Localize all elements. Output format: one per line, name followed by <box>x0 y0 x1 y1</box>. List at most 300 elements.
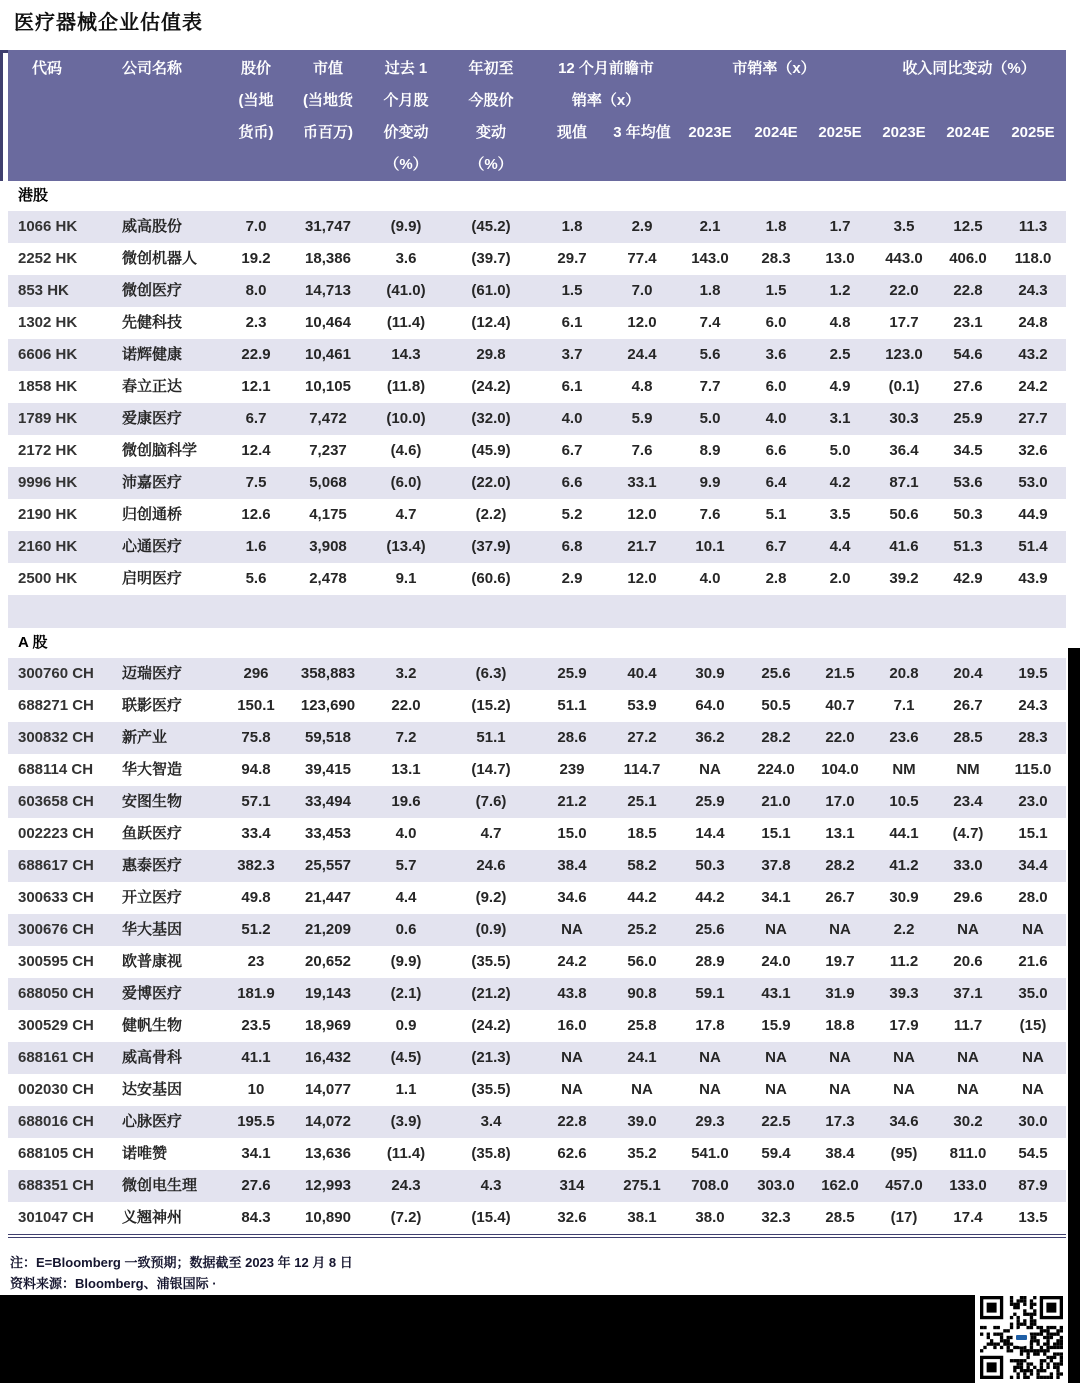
col-header-1m-4: （%） <box>384 156 428 173</box>
rev-2023e-cell: 11.2 <box>889 953 919 970</box>
table-row <box>8 882 1066 914</box>
ps-2024e-cell: 15.1 <box>761 825 791 842</box>
rev-2023e-cell: 17.7 <box>889 314 919 331</box>
ps-2025e-cell: 1.7 <box>829 218 851 235</box>
rev-2025e-cell: 44.9 <box>1018 506 1048 523</box>
fwd-ps-current-cell: 32.6 <box>557 1209 587 1226</box>
mcap-cell: 10,890 <box>305 1209 351 1226</box>
ps-2023e-cell: 44.2 <box>695 889 725 906</box>
ps-2024e-cell: 24.0 <box>761 953 791 970</box>
price-cell: 22.9 <box>241 346 271 363</box>
fwd-ps-3yavg-cell: 25.1 <box>627 793 657 810</box>
rev-2023e-cell: 36.4 <box>889 442 919 459</box>
fwd-ps-3yavg-cell: 12.0 <box>627 506 657 523</box>
rev-2024e-cell: 20.6 <box>953 953 983 970</box>
chg-1m-cell: (7.2) <box>390 1209 422 1226</box>
col-header-mcap-3: 币百万) <box>303 124 353 141</box>
col-header-price-3: 货币) <box>238 124 274 141</box>
ytd-cell: 51.1 <box>476 729 506 746</box>
chg-1m-cell: (13.4) <box>386 538 426 555</box>
mcap-cell: 123,690 <box>300 697 356 714</box>
col-header-ps-2025e: 2025E <box>818 124 862 141</box>
stock-code: 688271 CH <box>18 697 94 714</box>
chg-1m-cell: (11.4) <box>386 1145 426 1162</box>
section-label-text: A 股 <box>18 634 48 651</box>
mcap-cell: 59,518 <box>305 729 351 746</box>
ytd-cell: 29.8 <box>476 346 506 363</box>
price-cell: 94.8 <box>241 761 271 778</box>
ytd-cell: (22.0) <box>471 474 511 491</box>
ytd-cell: (60.6) <box>471 570 511 587</box>
rev-2023e-cell: NA <box>893 1049 915 1066</box>
company-name: 心通医疗 <box>122 539 183 555</box>
company-name: 新产业 <box>122 730 168 746</box>
rev-2024e-cell: 50.3 <box>953 506 983 523</box>
mcap-cell: 33,453 <box>305 825 351 842</box>
company-name: 义翘神州 <box>122 1210 183 1226</box>
stock-code: 853 HK <box>18 282 69 299</box>
table-row <box>8 435 1066 467</box>
rev-2024e-cell: 28.5 <box>953 729 983 746</box>
rev-2025e-cell: NA <box>1022 1049 1044 1066</box>
ps-2023e-cell: 7.4 <box>699 314 721 331</box>
fwd-ps-3yavg-cell: 21.7 <box>627 538 657 555</box>
mcap-cell: 31,747 <box>305 218 351 235</box>
fwd-ps-current-cell: 314 <box>559 1177 585 1194</box>
ps-2024e-cell: 28.2 <box>761 729 791 746</box>
ps-2023e-cell: 9.9 <box>699 474 721 491</box>
ytd-cell: 4.3 <box>480 1177 502 1194</box>
ps-2023e-cell: 4.0 <box>699 570 721 587</box>
fwd-ps-current-cell: 16.0 <box>557 1017 587 1034</box>
fwd-ps-current-cell: 4.0 <box>561 410 583 427</box>
ps-2025e-cell: 21.5 <box>825 665 855 682</box>
ytd-cell: (61.0) <box>471 282 511 299</box>
fwd-ps-current-cell: NA <box>561 921 583 938</box>
chg-1m-cell: 5.7 <box>395 857 417 874</box>
ytd-cell: (45.2) <box>471 218 511 235</box>
fwd-ps-3yavg-cell: NA <box>631 1081 653 1098</box>
chg-1m-cell: (11.4) <box>386 314 426 331</box>
chg-1m-cell: 7.2 <box>395 729 417 746</box>
chg-1m-cell: 9.1 <box>395 570 417 587</box>
chg-1m-cell: 1.1 <box>395 1081 417 1098</box>
table-row <box>8 339 1066 371</box>
ps-2024e-cell: 5.1 <box>765 506 787 523</box>
col-header-mcap-2: (当地货 <box>303 92 353 109</box>
fwd-ps-3yavg-cell: 35.2 <box>627 1145 657 1162</box>
rev-2025e-cell: 118.0 <box>1014 250 1052 267</box>
mcap-cell: 18,969 <box>305 1017 351 1034</box>
group-header-revenue: 收入同比变动（%） <box>902 60 1036 77</box>
company-name: 诺唯赞 <box>122 1146 168 1162</box>
ps-2025e-cell: 18.8 <box>825 1017 855 1034</box>
ps-2024e-cell: 2.8 <box>765 570 787 587</box>
stock-code: 688105 CH <box>18 1145 94 1162</box>
rev-2024e-cell: 23.4 <box>953 793 983 810</box>
fwd-ps-3yavg-cell: 58.2 <box>627 857 657 874</box>
price-cell: 382.3 <box>237 857 275 874</box>
col-header-price-1: 股价 <box>240 60 271 77</box>
rev-2024e-cell: 406.0 <box>949 250 987 267</box>
fwd-ps-current-cell: 6.1 <box>561 378 583 395</box>
fwd-ps-current-cell: 21.2 <box>557 793 587 810</box>
price-cell: 12.4 <box>241 442 271 459</box>
stock-code: 688114 CH <box>18 761 94 778</box>
rev-2025e-cell: 115.0 <box>1014 761 1052 778</box>
company-name: 联影医疗 <box>122 698 183 714</box>
group-header-fwd-ps-2: 销率（x） <box>571 92 641 109</box>
company-name: 沛嘉医疗 <box>122 475 183 491</box>
stock-code: 688617 CH <box>18 857 94 874</box>
fwd-ps-current-cell: 29.7 <box>557 250 587 267</box>
ps-2024e-cell: 28.3 <box>761 250 791 267</box>
fwd-ps-3yavg-cell: 7.0 <box>631 282 653 299</box>
ps-2024e-cell: 1.8 <box>765 218 787 235</box>
section-label <box>8 628 1066 658</box>
ytd-cell: (35.8) <box>471 1145 511 1162</box>
price-cell: 33.4 <box>241 825 271 842</box>
ps-2025e-cell: 3.1 <box>829 410 851 427</box>
table-row <box>8 850 1066 882</box>
ytd-cell: (32.0) <box>471 410 511 427</box>
rev-2023e-cell: (0.1) <box>888 378 920 395</box>
company-name: 微创医疗 <box>122 283 183 299</box>
ytd-cell: (24.2) <box>471 1017 511 1034</box>
chg-1m-cell: 13.1 <box>391 761 421 778</box>
stock-code: 688016 CH <box>18 1113 94 1130</box>
price-cell: 181.9 <box>237 985 275 1002</box>
section-label-text: 港股 <box>18 187 49 204</box>
rev-2024e-cell: 51.3 <box>953 538 983 555</box>
mcap-cell: 14,077 <box>305 1081 351 1098</box>
table-row <box>8 371 1066 403</box>
col-header-ytd-1: 年初至 <box>468 60 514 77</box>
rev-2024e-cell: 23.1 <box>953 314 983 331</box>
ps-2024e-cell: 6.0 <box>765 378 787 395</box>
price-cell: 51.2 <box>241 921 271 938</box>
rev-2023e-cell: NM <box>892 761 916 778</box>
table-row <box>8 1074 1066 1106</box>
ps-2024e-cell: NA <box>765 1081 787 1098</box>
rev-2024e-cell: 20.4 <box>953 665 983 682</box>
fwd-ps-3yavg-cell: 24.4 <box>627 346 657 363</box>
rev-2025e-cell: 34.4 <box>1018 857 1048 874</box>
ps-2023e-cell: 25.6 <box>695 921 725 938</box>
ps-2025e-cell: 1.2 <box>829 282 851 299</box>
ps-2024e-cell: 6.0 <box>765 314 787 331</box>
col-header-price-2: (当地 <box>238 92 274 109</box>
rev-2024e-cell: NM <box>956 761 980 778</box>
stock-code: 603658 CH <box>18 793 94 810</box>
stock-code: 1789 HK <box>18 410 78 427</box>
rev-2025e-cell: (15) <box>1019 1017 1047 1034</box>
rev-2023e-cell: 39.3 <box>889 985 919 1002</box>
table-row <box>8 563 1066 595</box>
rev-2024e-cell: NA <box>957 1081 979 1098</box>
ps-2023e-cell: 5.6 <box>699 346 721 363</box>
ps-2024e-cell: 34.1 <box>761 889 791 906</box>
table-row <box>8 946 1066 978</box>
ytd-cell: (21.2) <box>471 985 511 1002</box>
ps-2024e-cell: 1.5 <box>765 282 787 299</box>
price-cell: 41.1 <box>241 1049 271 1066</box>
mcap-cell: 12,993 <box>305 1177 351 1194</box>
ps-2025e-cell: 4.9 <box>829 378 851 395</box>
stock-code: 300595 CH <box>18 953 94 970</box>
rev-2025e-cell: 51.4 <box>1018 538 1048 555</box>
mcap-cell: 3,908 <box>309 538 347 555</box>
mcap-cell: 14,713 <box>305 282 351 299</box>
rev-2023e-cell: 39.2 <box>889 570 919 587</box>
ytd-cell: (14.7) <box>471 761 511 778</box>
chg-1m-cell: (6.0) <box>390 474 422 491</box>
mcap-cell: 16,432 <box>305 1049 351 1066</box>
mcap-cell: 13,636 <box>305 1145 351 1162</box>
fwd-ps-current-cell: 34.6 <box>557 889 587 906</box>
stock-code: 1302 HK <box>18 314 78 331</box>
col-header-rev-2023e: 2023E <box>882 124 926 141</box>
ps-2025e-cell: 2.5 <box>829 346 851 363</box>
fwd-ps-3yavg-cell: 12.0 <box>627 314 657 331</box>
company-name: 启明医疗 <box>122 571 183 587</box>
price-cell: 195.5 <box>237 1113 275 1130</box>
rev-2023e-cell: 41.6 <box>889 538 919 555</box>
fwd-ps-current-cell: 6.8 <box>561 538 583 555</box>
rev-2023e-cell: (17) <box>890 1209 918 1226</box>
price-cell: 1.6 <box>245 538 267 555</box>
company-name: 达安基因 <box>122 1082 183 1098</box>
stock-code: 002030 CH <box>18 1081 94 1098</box>
ps-2024e-cell: 6.7 <box>765 538 787 555</box>
rev-2023e-cell: 41.2 <box>889 857 919 874</box>
rev-2023e-cell: 3.5 <box>893 218 915 235</box>
fwd-ps-current-cell: 24.2 <box>557 953 587 970</box>
fwd-ps-3yavg-cell: 4.8 <box>631 378 653 395</box>
rev-2023e-cell: 7.1 <box>893 697 915 714</box>
col-header-ps-2023e: 2023E <box>688 124 732 141</box>
company-name: 威高股份 <box>122 219 183 235</box>
ps-2025e-cell: 17.3 <box>825 1113 855 1130</box>
mcap-cell: 7,237 <box>309 442 347 459</box>
rev-2025e-cell: 32.6 <box>1018 442 1048 459</box>
ps-2023e-cell: 50.3 <box>695 857 725 874</box>
rev-2025e-cell: 24.3 <box>1018 282 1048 299</box>
ytd-cell: (2.2) <box>475 506 507 523</box>
ps-2025e-cell: 22.0 <box>825 729 855 746</box>
stock-code: 688050 CH <box>18 985 94 1002</box>
mcap-cell: 33,494 <box>305 793 351 810</box>
rev-2025e-cell: 53.0 <box>1018 474 1048 491</box>
fwd-ps-current-cell: 6.7 <box>561 442 583 459</box>
fwd-ps-3yavg-cell: 25.2 <box>627 921 657 938</box>
fwd-ps-current-cell: 1.8 <box>561 218 583 235</box>
rev-2023e-cell: 443.0 <box>885 250 923 267</box>
rev-2023e-cell: 30.3 <box>889 410 919 427</box>
stock-code: 1858 HK <box>18 378 78 395</box>
fwd-ps-3yavg-cell: 40.4 <box>627 665 657 682</box>
ytd-cell: (12.4) <box>471 314 511 331</box>
ytd-cell: (15.2) <box>471 697 511 714</box>
col-header-rev-2025e: 2025E <box>1011 124 1055 141</box>
ps-2023e-cell: NA <box>699 1081 721 1098</box>
stock-code: 6606 HK <box>18 346 78 363</box>
price-cell: 19.2 <box>241 250 271 267</box>
rev-2023e-cell: 10.5 <box>889 793 919 810</box>
fwd-ps-current-cell: 25.9 <box>557 665 587 682</box>
table-row <box>8 786 1066 818</box>
company-name: 开立医疗 <box>122 890 183 906</box>
chg-1m-cell: 22.0 <box>391 697 421 714</box>
company-name: 爱康医疗 <box>122 411 183 427</box>
company-name: 华大智造 <box>122 762 183 778</box>
price-cell: 49.8 <box>241 889 271 906</box>
fwd-ps-current-cell: 28.6 <box>557 729 587 746</box>
rev-2023e-cell: NA <box>893 1081 915 1098</box>
company-name: 微创脑科学 <box>122 443 198 459</box>
col-header-code: 代码 <box>32 60 63 77</box>
rev-2024e-cell: 37.1 <box>953 985 983 1002</box>
rev-2023e-cell: 34.6 <box>889 1113 919 1130</box>
stock-code: 300832 CH <box>18 729 94 746</box>
rev-2024e-cell: 811.0 <box>949 1145 987 1162</box>
rev-2025e-cell: 11.3 <box>1018 218 1048 235</box>
company-name: 欧普康视 <box>122 954 183 970</box>
table-body <box>8 181 1066 1234</box>
rev-2025e-cell: 15.1 <box>1018 825 1048 842</box>
fwd-ps-current-cell: NA <box>561 1081 583 1098</box>
price-cell: 75.8 <box>241 729 271 746</box>
stock-code: 301047 CH <box>18 1209 94 1226</box>
price-cell: 2.3 <box>245 314 267 331</box>
rev-2024e-cell: 25.9 <box>953 410 983 427</box>
fwd-ps-3yavg-cell: 56.0 <box>627 953 657 970</box>
col-header-rev-2024e: 2024E <box>946 124 990 141</box>
table-row <box>8 1170 1066 1202</box>
rev-2023e-cell: 17.9 <box>889 1017 919 1034</box>
fwd-ps-3yavg-cell: 39.0 <box>627 1113 657 1130</box>
table-row <box>8 658 1066 690</box>
rev-2024e-cell: NA <box>957 1049 979 1066</box>
ytd-cell: (37.9) <box>471 538 511 555</box>
table-row <box>8 978 1066 1010</box>
ps-2023e-cell: 7.6 <box>699 506 721 523</box>
fwd-ps-current-cell: 2.9 <box>561 570 583 587</box>
stock-code: 2160 HK <box>18 538 78 555</box>
ps-2025e-cell: 13.1 <box>825 825 855 842</box>
rev-2025e-cell: 19.5 <box>1018 665 1048 682</box>
rev-2025e-cell: 43.2 <box>1018 346 1048 363</box>
rev-2025e-cell: 24.3 <box>1018 697 1048 714</box>
rev-2023e-cell: 2.2 <box>893 921 915 938</box>
ps-2024e-cell: 25.6 <box>761 665 791 682</box>
ps-2023e-cell: 2.1 <box>699 218 721 235</box>
table-row <box>8 1138 1066 1170</box>
price-cell: 34.1 <box>241 1145 271 1162</box>
table-row <box>8 1106 1066 1138</box>
rev-2025e-cell: 24.8 <box>1018 314 1048 331</box>
table-row <box>8 1042 1066 1074</box>
ps-2024e-cell: 15.9 <box>761 1017 791 1034</box>
ps-2023e-cell: 30.9 <box>695 665 725 682</box>
table-row <box>8 690 1066 722</box>
ps-2024e-cell: 6.4 <box>765 474 787 491</box>
fwd-ps-current-cell: 6.1 <box>561 314 583 331</box>
rev-2024e-cell: 133.0 <box>949 1177 987 1194</box>
fwd-ps-current-cell: 239 <box>559 761 585 778</box>
mcap-cell: 10,105 <box>305 378 351 395</box>
section-separator <box>8 595 1066 628</box>
table-row <box>8 403 1066 435</box>
rev-2024e-cell: 11.7 <box>953 1017 983 1034</box>
chg-1m-cell: 3.2 <box>395 665 417 682</box>
price-cell: 5.6 <box>245 570 267 587</box>
price-cell: 84.3 <box>241 1209 271 1226</box>
ps-2024e-cell: NA <box>765 921 787 938</box>
ps-2023e-cell: 14.4 <box>695 825 725 842</box>
price-cell: 12.1 <box>241 378 271 395</box>
rev-2024e-cell: 12.5 <box>953 218 983 235</box>
ps-2025e-cell: 4.4 <box>829 538 851 555</box>
fwd-ps-3yavg-cell: 27.2 <box>627 729 657 746</box>
rev-2025e-cell: 13.5 <box>1018 1209 1048 1226</box>
footnotes <box>10 1252 353 1294</box>
table-header <box>8 50 1066 181</box>
fwd-ps-3yavg-cell: 2.9 <box>631 218 653 235</box>
qr-panel <box>975 1291 1068 1383</box>
ps-2024e-cell: 303.0 <box>757 1177 795 1194</box>
ps-2023e-cell: 25.9 <box>695 793 725 810</box>
company-name: 安图生物 <box>122 794 183 810</box>
fwd-ps-3yavg-cell: 44.2 <box>627 889 657 906</box>
ps-2025e-cell: 28.5 <box>825 1209 855 1226</box>
chg-1m-cell: (10.0) <box>386 410 426 427</box>
stock-code: 300760 CH <box>18 665 94 682</box>
fwd-ps-3yavg-cell: 90.8 <box>627 985 657 1002</box>
price-cell: 8.0 <box>245 282 267 299</box>
company-name: 爱博医疗 <box>122 986 183 1002</box>
ps-2025e-cell: 5.0 <box>829 442 851 459</box>
chg-1m-cell: 4.4 <box>395 889 417 906</box>
chg-1m-cell: (4.6) <box>390 442 422 459</box>
ps-2023e-cell: 36.2 <box>695 729 725 746</box>
fwd-ps-3yavg-cell: 25.8 <box>627 1017 657 1034</box>
group-header-ps: 市销率（x） <box>732 60 816 77</box>
chg-1m-cell: (9.9) <box>390 953 422 970</box>
company-name: 威高骨科 <box>122 1050 183 1066</box>
chg-1m-cell: (3.9) <box>390 1113 422 1130</box>
fwd-ps-current-cell: 62.6 <box>557 1145 587 1162</box>
company-name: 迈瑞医疗 <box>122 666 183 682</box>
ytd-cell: (39.7) <box>471 250 511 267</box>
fwd-ps-3yavg-cell: 12.0 <box>627 570 657 587</box>
table-row <box>8 499 1066 531</box>
ps-2023e-cell: 17.8 <box>695 1017 725 1034</box>
chg-1m-cell: (4.5) <box>390 1049 422 1066</box>
ytd-cell: (45.9) <box>471 442 511 459</box>
ps-2025e-cell: 13.0 <box>825 250 855 267</box>
ps-2025e-cell: 17.0 <box>825 793 855 810</box>
ps-2023e-cell: 5.0 <box>699 410 721 427</box>
rev-2023e-cell: (95) <box>890 1145 918 1162</box>
ps-2024e-cell: 6.6 <box>765 442 787 459</box>
rev-2023e-cell: 50.6 <box>889 506 919 523</box>
stock-code: 002223 CH <box>18 825 94 842</box>
rev-2024e-cell: 22.8 <box>953 282 983 299</box>
ps-2024e-cell: 4.0 <box>765 410 787 427</box>
mcap-cell: 19,143 <box>305 985 351 1002</box>
ps-2023e-cell: 7.7 <box>699 378 721 395</box>
